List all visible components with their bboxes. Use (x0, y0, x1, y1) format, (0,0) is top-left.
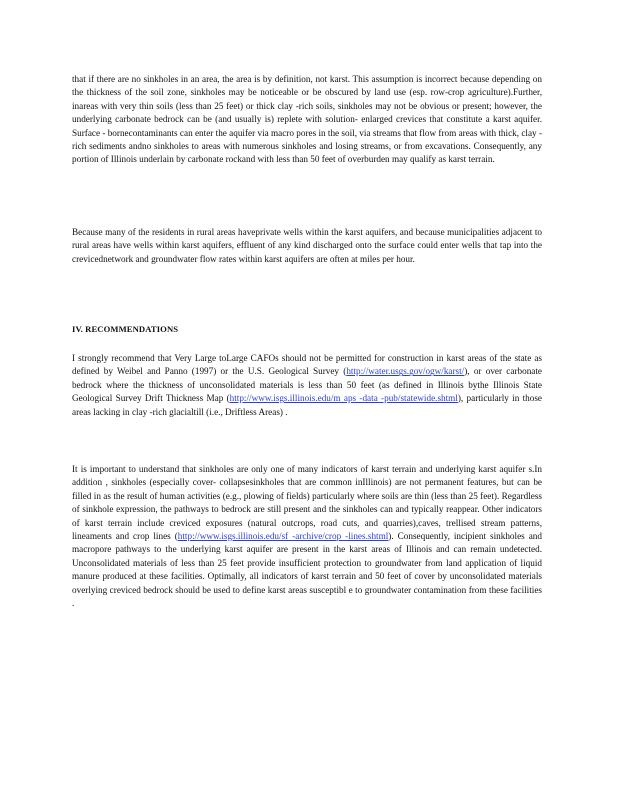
paragraph-recommendation (72, 352, 542, 419)
text-run: It is important to understand that sinkholes are only one of many indicators of karst terrain and underlying karst aquifer s.In addition , sinkholes (especially cover- collapsesinkholes that are common inIllinois) are not permanent features, but can be filled in as the result of human activities (e.g., plowing of fields) particularly where soils are thin (less than 25 feet). Regardless of sinkhole expression, the pathways to bedrock are still present and the sinkholes can and typically reappear. Other indicators of karst terrain include creviced exposures (natural outcrops, road cuts, and quarries),caves, trellised stream patterns, lineaments and crop lines ( (72, 464, 542, 542)
paragraph-text: that if there are no sinkholes in an area, the area is by definition, not karst. This assumption is incorrect because depending on the thickness of the soil zone, sinkholes may be noticeable or be obscured by land use (esp. row-crop agriculture).Further, inareas with very thin soils (less than 25 feet) or thick clay -rich soils, sinkholes may not be obvious or present; however, the underlying carbonate bedrock can be (and usually is) replete with solution- enlarged crevices that constitute a karst aquifer. Surface - bornecontaminants can enter the aquifer via macro pores in the soil, via streams that flow from areas with thick, clay -rich sediments andno sinkholes to areas with numerous sinkholes and losing streams, or from excavations. Consequently, any portion of Illinois underlain by carbonate rockand with less than 50 feet of overburden may qualify as karst terrain. (72, 74, 542, 165)
paragraph-text (72, 463, 542, 610)
paragraph-rural-wells (72, 226, 542, 266)
text-run: ). Consequently, incipient sinkholes and macropore pathways to the underlying karst aquifer are present in the karst areas of Illinois and can remain undetected. Unconsolidated materials of less than 25 feet provide insufficient protection to groundwater from land application of liquid manure produced at these facilities. Optimally, all indicators of karst terrain and 50 feet of cover by unconsolidated materials overlying creviced bedrock should be used to define karst areas susceptibl e to groundwater contamination from these facilities . (72, 531, 542, 609)
paragraph-text (72, 352, 542, 419)
usgs-karst-link[interactable]: http://water.usgs.gov/ogw/karst/ (346, 366, 465, 377)
isgs-crop-lines-link[interactable]: http://www.isgs.illinois.edu/sf -archive/crop -lines.shtml (177, 531, 389, 542)
paragraph-karst-definition (72, 73, 542, 167)
text-run: ), particularly in those areas lacking in clay -rich glacialtill (i.e., Driftless Areas) . (72, 393, 542, 417)
text-run: I strongly recommend that Very Large toLarge CAFOs should not be permitted for construction in karst areas of the state as defined by Weibel and Panno (1997) or the U.S. Geological Survey ( (72, 353, 542, 377)
paragraph-text: Because many of the residents in rural areas haveprivate wells within the karst aquifers, and because municipalities adjacent to rural areas have wells within karst aquifers, effluent of any kind discharged onto the surface could enter wells that tap into the crevicednetwork and groundwater flow rates within karst aquifers are often at miles per hour. (72, 227, 542, 264)
isgs-drift-thickness-link[interactable]: http://www.isgs.illinois.edu/m aps -data -pub/statewide.shtml (229, 393, 458, 404)
section-heading-recommendations: IV. RECOMMENDATIONS (72, 324, 179, 334)
paragraph-sinkhole-indicators (72, 463, 542, 610)
text-run: ), or over carbonate bedrock where the thickness of unconsolidated materials is less than 50 feet (as defined in Illinois bythe Illinois State Geological Survey Drift Thickness Map ( (72, 366, 542, 404)
